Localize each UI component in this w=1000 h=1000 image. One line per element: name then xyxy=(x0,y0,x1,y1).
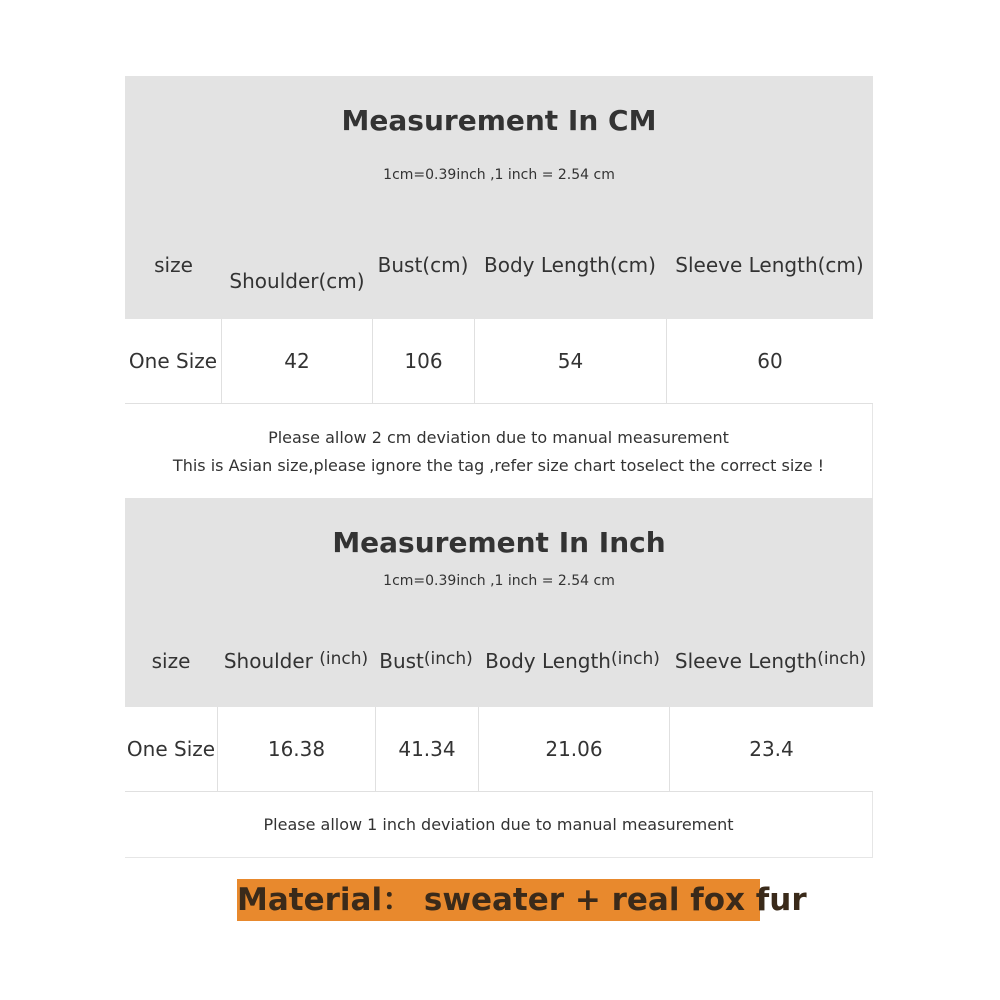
inch-header-body-length-unit: (inch) xyxy=(610,649,660,669)
inch-header-band xyxy=(125,498,873,707)
cm-header-shoulder: Shoulder(cm) xyxy=(229,269,365,293)
inch-header-body-length xyxy=(477,616,668,707)
inch-measurement-chart xyxy=(125,498,873,858)
inch-header-shoulder-label: Shoulder xyxy=(223,649,313,673)
cm-note-deviation: Please allow 2 cm deviation due to manual measurement xyxy=(268,428,729,447)
cm-header-band xyxy=(125,76,873,319)
inch-header-body-length-label: Body Length xyxy=(485,649,611,673)
cm-header-row xyxy=(125,226,873,319)
inch-conversion-note: 1cm=0.39inch ,1 inch = 2.54 cm xyxy=(383,573,615,589)
cm-cell-shoulder: 42 xyxy=(222,319,373,403)
inch-cell-body-length: 21.06 xyxy=(479,707,670,791)
inch-header-sleeve-length xyxy=(668,616,873,707)
inch-header-shoulder xyxy=(217,616,375,707)
cm-note-asian-size: This is Asian size,please ignore the tag ,refer size chart toselect the correct size ! xyxy=(172,456,825,475)
inch-cell-sleeve-length: 23.4 xyxy=(749,737,794,761)
inch-header-bust-label: Bust xyxy=(379,649,424,673)
inch-header-shoulder-unit: (inch) xyxy=(319,649,369,669)
cm-cell-body-length: 54 xyxy=(475,319,667,403)
cm-header-size: size xyxy=(154,253,193,277)
cm-cell-size: One Size xyxy=(125,319,222,403)
inch-header-sleeve-length-label: Sleeve Length xyxy=(674,649,818,673)
inch-cell-bust: 41.34 xyxy=(376,707,479,791)
cm-conversion-note: 1cm=0.39inch ,1 inch = 2.54 cm xyxy=(383,167,615,183)
inch-header-row xyxy=(125,616,873,707)
cm-notes xyxy=(125,404,873,498)
inch-header-size: size xyxy=(151,649,191,673)
inch-notes xyxy=(125,792,873,858)
cm-cell-bust: 106 xyxy=(373,319,475,403)
inch-chart-title: Measurement In Inch xyxy=(332,526,666,559)
cm-chart-title: Measurement In CM xyxy=(341,104,657,137)
inch-header-bust xyxy=(375,616,477,707)
cm-header-sleeve-length: Sleeve Length(cm) xyxy=(675,253,864,277)
cm-cell-sleeve-length: 60 xyxy=(757,349,783,373)
inch-data-row xyxy=(125,707,873,792)
cm-measurement-chart xyxy=(125,76,873,498)
material-banner: Material： sweater + real fox fur xyxy=(237,879,760,921)
inch-note-deviation: Please allow 1 inch deviation due to manual measurement xyxy=(263,815,734,834)
inch-cell-size: One Size xyxy=(125,707,218,791)
inch-cell-shoulder: 16.38 xyxy=(218,707,376,791)
cm-data-row xyxy=(125,319,873,404)
cm-header-body-length: Body Length(cm) xyxy=(484,253,656,277)
cm-header-bust: Bust(cm) xyxy=(377,253,469,277)
inch-header-sleeve-length-unit: (inch) xyxy=(817,649,867,669)
inch-header-bust-unit: (inch) xyxy=(423,649,473,669)
